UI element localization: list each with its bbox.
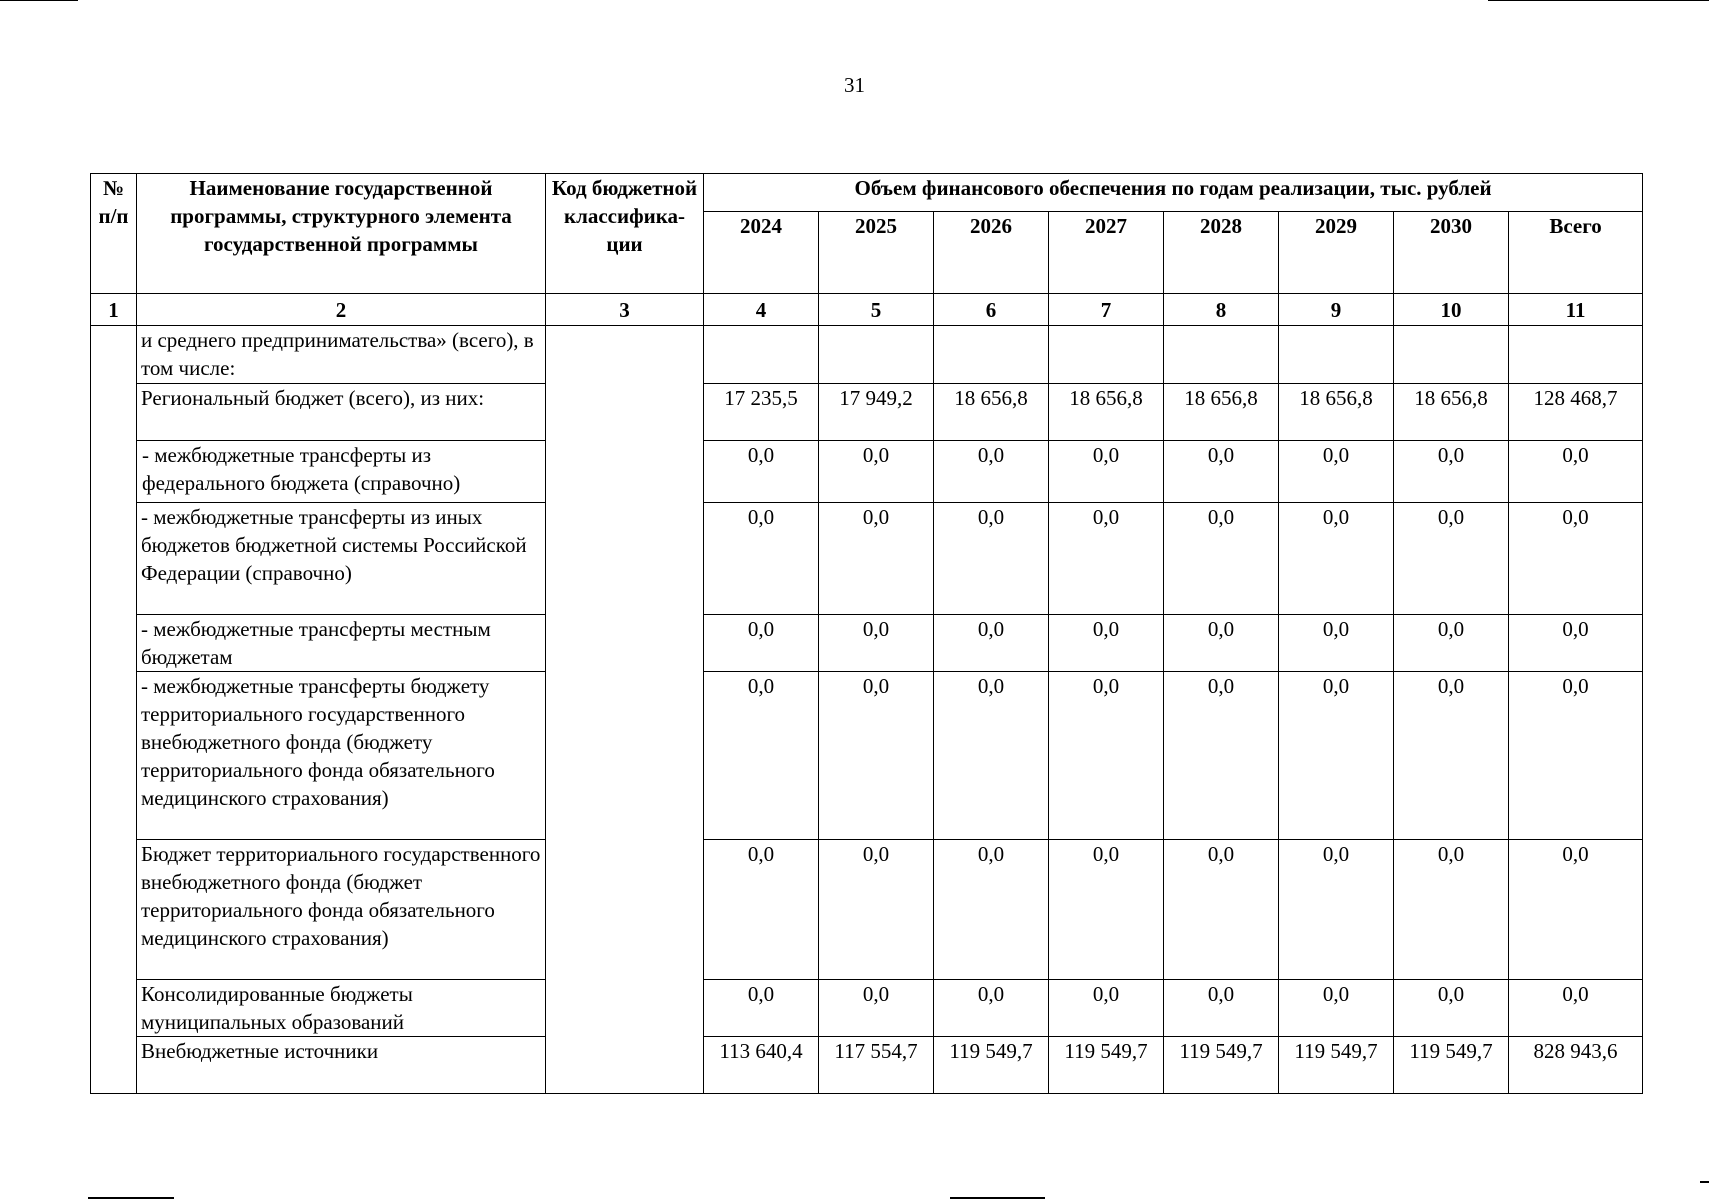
- value-cell: 0,0: [1049, 503, 1164, 615]
- value-cell: 0,0: [1394, 503, 1509, 615]
- value-cell: 119 549,7: [1164, 1037, 1279, 1094]
- value-cell: [704, 326, 819, 384]
- value-cell: 0,0: [934, 615, 1049, 672]
- value-cell: 0,0: [1164, 615, 1279, 672]
- value-cell: [1279, 326, 1394, 384]
- value-cell: 0,0: [1164, 840, 1279, 980]
- value-cell: 828 943,6: [1509, 1037, 1643, 1094]
- value-cell: 0,0: [1164, 503, 1279, 615]
- row-name: Бюджет территориального государственного внебюджетного фонда (бюджет территориального фонда обязательного медицинского страхования): [137, 840, 546, 980]
- header-year: 2026: [934, 212, 1049, 294]
- header-year: 2025: [819, 212, 934, 294]
- header-year: 2030: [1394, 212, 1509, 294]
- value-cell: 0,0: [1509, 672, 1643, 840]
- column-index: 11: [1509, 294, 1643, 326]
- value-cell: 0,0: [1509, 840, 1643, 980]
- value-cell: 0,0: [1049, 615, 1164, 672]
- value-cell: [819, 326, 934, 384]
- value-cell: 128 468,7: [1509, 384, 1643, 441]
- value-cell: 0,0: [704, 672, 819, 840]
- value-cell: 0,0: [704, 503, 819, 615]
- column-index: 10: [1394, 294, 1509, 326]
- value-cell: 119 549,7: [934, 1037, 1049, 1094]
- column-index: 1: [91, 294, 137, 326]
- row-name: Внебюджетные источники: [137, 1037, 546, 1094]
- value-cell: 0,0: [934, 503, 1049, 615]
- value-cell: 18 656,8: [1049, 384, 1164, 441]
- value-cell: 0,0: [1394, 672, 1509, 840]
- value-cell: [1394, 326, 1509, 384]
- value-cell: [1164, 326, 1279, 384]
- header-volume: Объем финансового обеспечения по годам реализации, тыс. рублей: [704, 174, 1643, 212]
- value-cell: 0,0: [1279, 503, 1394, 615]
- value-cell: 0,0: [1279, 441, 1394, 503]
- value-cell: 0,0: [934, 672, 1049, 840]
- header-total: Всего: [1509, 212, 1643, 294]
- value-cell: 0,0: [704, 615, 819, 672]
- value-cell: 119 549,7: [1394, 1037, 1509, 1094]
- value-cell: 0,0: [819, 615, 934, 672]
- value-cell: 0,0: [1164, 980, 1279, 1037]
- value-cell: 0,0: [1509, 615, 1643, 672]
- value-cell: 119 549,7: [1279, 1037, 1394, 1094]
- page-number: 31: [844, 73, 865, 97]
- table-row: [91, 503, 1643, 615]
- row-name: - межбюджетные трансферты бюджету территориального государственного внебюджетного фонда (бюджету территориального фонда обязательного медицинского страхования): [137, 672, 546, 840]
- scan-edge-line: [1700, 1181, 1709, 1183]
- value-cell: 0,0: [1049, 840, 1164, 980]
- value-cell: [1509, 326, 1643, 384]
- value-cell: 0,0: [1049, 441, 1164, 503]
- value-cell: [934, 326, 1049, 384]
- value-cell: [1049, 326, 1164, 384]
- value-cell: 17 949,2: [819, 384, 934, 441]
- column-index: 3: [546, 294, 704, 326]
- code-cell: [546, 326, 704, 1094]
- value-cell: 0,0: [819, 980, 934, 1037]
- table-row: [91, 326, 1643, 384]
- value-cell: 0,0: [1279, 615, 1394, 672]
- table-row: [91, 384, 1643, 441]
- value-cell: 0,0: [1509, 980, 1643, 1037]
- value-cell: 0,0: [1279, 672, 1394, 840]
- value-cell: 18 656,8: [1164, 384, 1279, 441]
- value-cell: 0,0: [1509, 503, 1643, 615]
- value-cell: 0,0: [819, 840, 934, 980]
- value-cell: 0,0: [819, 503, 934, 615]
- value-cell: 0,0: [1164, 441, 1279, 503]
- financing-table: [90, 173, 1643, 1094]
- value-cell: 0,0: [819, 672, 934, 840]
- table-row: [91, 980, 1643, 1037]
- table-row: [91, 840, 1643, 980]
- row-name: и среднего предпринимательства» (всего), в том числе:: [137, 326, 546, 384]
- table-row: [91, 672, 1643, 840]
- header-name: Наименование государственной программы, структурного элемента государственной программы: [137, 174, 546, 294]
- value-cell: 18 656,8: [934, 384, 1049, 441]
- column-index: 7: [1049, 294, 1164, 326]
- value-cell: 0,0: [704, 980, 819, 1037]
- table-row: [91, 1037, 1643, 1094]
- header-year: 2028: [1164, 212, 1279, 294]
- column-index: 8: [1164, 294, 1279, 326]
- value-cell: 0,0: [934, 980, 1049, 1037]
- header-code: Код бюджетной классифика-ции: [546, 174, 704, 294]
- row-name: - межбюджетные трансферты местным бюджетам: [137, 615, 546, 672]
- column-index: 4: [704, 294, 819, 326]
- num-cell: [91, 326, 137, 1094]
- value-cell: 0,0: [1279, 840, 1394, 980]
- value-cell: 17 235,5: [704, 384, 819, 441]
- scan-edge-line: [1488, 0, 1709, 1]
- table-row: [91, 441, 1643, 503]
- value-cell: 117 554,7: [819, 1037, 934, 1094]
- value-cell: 18 656,8: [1394, 384, 1509, 441]
- value-cell: 0,0: [819, 441, 934, 503]
- header-num: № п/п: [91, 174, 137, 294]
- value-cell: 0,0: [1394, 980, 1509, 1037]
- column-index: 9: [1279, 294, 1394, 326]
- value-cell: 0,0: [1049, 980, 1164, 1037]
- row-name: - межбюджетные трансферты из федерального бюджета (справочно): [137, 441, 546, 503]
- header-year: 2024: [704, 212, 819, 294]
- row-name: - межбюджетные трансферты из иных бюджетов бюджетной системы Российской Федерации (справочно): [137, 503, 546, 615]
- value-cell: 0,0: [704, 840, 819, 980]
- value-cell: 18 656,8: [1279, 384, 1394, 441]
- value-cell: 0,0: [934, 840, 1049, 980]
- value-cell: 0,0: [704, 441, 819, 503]
- value-cell: 113 640,4: [704, 1037, 819, 1094]
- value-cell: 0,0: [1394, 615, 1509, 672]
- column-index: 6: [934, 294, 1049, 326]
- value-cell: 0,0: [1394, 840, 1509, 980]
- value-cell: 0,0: [1509, 441, 1643, 503]
- value-cell: 0,0: [1279, 980, 1394, 1037]
- header-year: 2029: [1279, 212, 1394, 294]
- row-name: Консолидированные бюджеты муниципальных образований: [137, 980, 546, 1037]
- scan-edge-line: [950, 1197, 1045, 1199]
- value-cell: 119 549,7: [1049, 1037, 1164, 1094]
- header-year: 2027: [1049, 212, 1164, 294]
- value-cell: 0,0: [1394, 441, 1509, 503]
- value-cell: 0,0: [1164, 672, 1279, 840]
- column-index: 5: [819, 294, 934, 326]
- scan-edge-line: [88, 1197, 174, 1199]
- value-cell: 0,0: [1049, 672, 1164, 840]
- value-cell: 0,0: [934, 441, 1049, 503]
- table-row: [91, 615, 1643, 672]
- column-index: 2: [137, 294, 546, 326]
- scan-edge-line: [0, 0, 78, 1]
- row-name: Региональный бюджет (всего), из них:: [137, 384, 546, 441]
